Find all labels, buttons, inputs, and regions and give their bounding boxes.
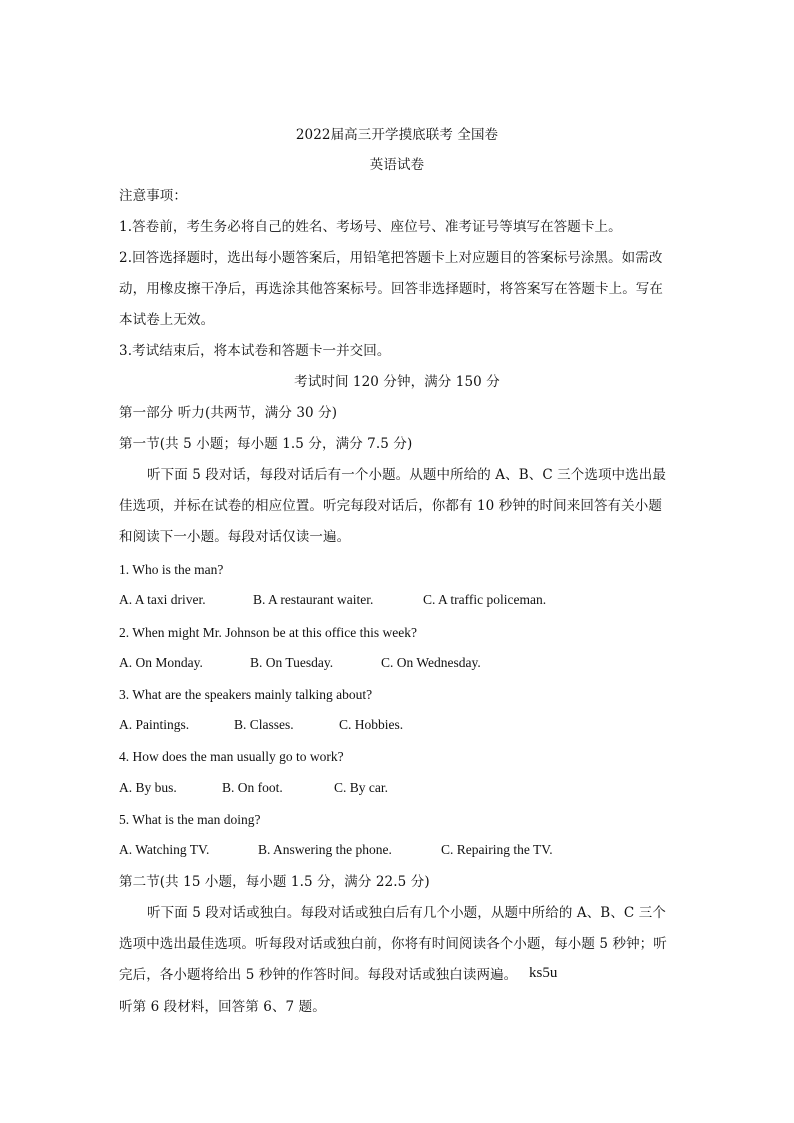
section2-instruction-line-3: 完后，各小题将给出 5 秒钟的作答时间。每段对话或独白读两遍。	[119, 967, 518, 983]
notice-item-2-line-2: 动，用橡皮擦干净后，再选涂其他答案标号。回答非选择题时，将答案写在答题卡上。写在	[119, 281, 663, 297]
question-3: 3. What are the speakers mainly talking about?	[119, 687, 373, 702]
section2-instruction-line-2: 选项中选出最佳选项。听每段对话或独白前，你将有时间阅读各个小题，每小题 5 秒钟；听	[119, 936, 667, 952]
question-2-option-c: C. On Wednesday.	[381, 655, 481, 670]
question-1-option-b: B. A restaurant waiter.	[253, 592, 374, 607]
section2-instruction-line-1: 听下面 5 段对话或独白。每段对话或独白后有几个小题，从题中所给的 A、B、C 三个	[147, 905, 666, 921]
section1-instruction-line-2: 佳选项，并标在试卷的相应位置。听完每段对话后，你都有 10 秒钟的时间来回答有关小题	[119, 498, 662, 514]
question-2-option-a: A. On Monday.	[119, 655, 203, 670]
question-1-option-a: A. A taxi driver.	[119, 592, 206, 607]
question-4-option-b: B. On foot.	[222, 780, 283, 795]
question-4: 4. How does the man usually go to work?	[119, 749, 344, 764]
question-4-option-a: A. By bus.	[119, 780, 177, 795]
section1-heading: 第一节(共 5 小题；每小题 1.5 分，满分 7.5 分)	[119, 436, 413, 452]
exam-title: 2022届高三开学摸底联考 全国卷	[295, 127, 499, 143]
material-6-instruction: 听第 6 段材料，回答第 6、7 题。	[119, 999, 326, 1015]
part1-heading: 第一部分 听力(共两节，满分 30 分)	[119, 405, 338, 421]
notice-item-2-line-3: 本试卷上无效。	[119, 312, 215, 328]
question-5: 5. What is the man doing?	[119, 812, 261, 827]
section1-instruction-line-1: 听下面 5 段对话，每段对话后有一个小题。从题中所给的 A、B、C 三个选项中选出最	[147, 467, 666, 483]
question-1-option-c: C. A traffic policeman.	[423, 592, 547, 607]
question-5-option-b: B. Answering the phone.	[258, 842, 392, 857]
section1-instruction-line-3: 和阅读下一小题。每段对话仅读一遍。	[119, 529, 351, 545]
question-5-option-a: A. Watching TV.	[119, 842, 210, 857]
notice-item-2-line-1: 2.回答选择题时，选出每小题答案后，用铅笔把答题卡上对应题目的答案标号涂黑。如需改	[119, 250, 663, 266]
question-2: 2. When might Mr. Johnson be at this office this week?	[119, 625, 417, 640]
question-3-option-b: B. Classes.	[234, 717, 294, 732]
question-1: 1. Who is the man?	[119, 562, 224, 577]
question-3-option-c: C. Hobbies.	[339, 717, 404, 732]
exam-subject: 英语试卷	[369, 157, 425, 173]
section2-heading: 第二节(共 15 小题，每小题 1.5 分，满分 22.5 分)	[119, 874, 430, 890]
question-4-option-c: C. By car.	[334, 780, 388, 795]
watermark-text: ks5u	[529, 965, 558, 981]
question-3-option-a: A. Paintings.	[119, 717, 190, 732]
exam-time-info: 考试时间 120 分钟，满分 150 分	[294, 374, 500, 390]
question-5-option-c: C. Repairing the TV.	[441, 842, 553, 857]
question-2-option-b: B. On Tuesday.	[250, 655, 334, 670]
notice-item-1: 1.答卷前，考生务必将自己的姓名、考场号、座位号、准考证号等填写在答题卡上。	[119, 219, 622, 235]
notice-heading: 注意事项：	[119, 188, 187, 204]
notice-item-3: 3.考试结束后，将本试卷和答题卡一并交回。	[119, 343, 391, 359]
